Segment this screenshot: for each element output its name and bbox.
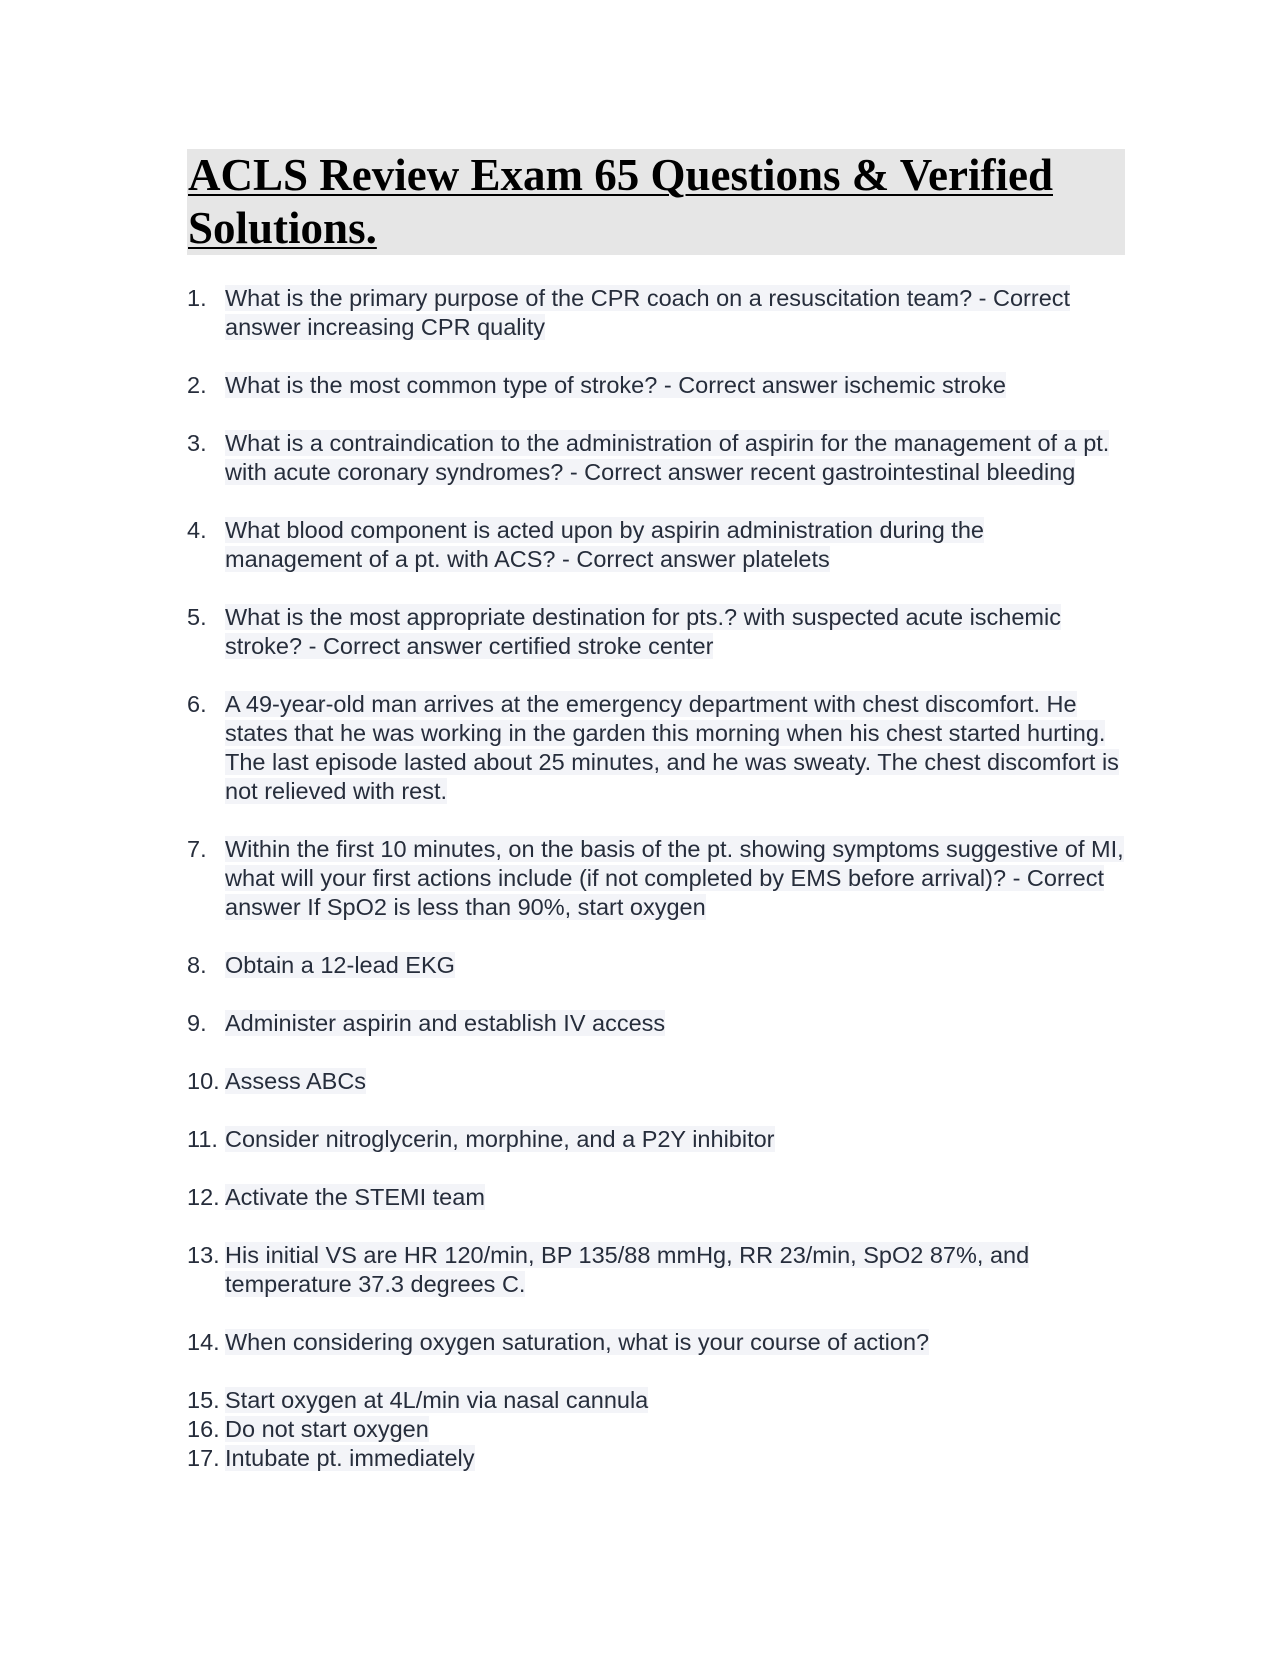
item-number: 8.	[187, 952, 207, 978]
item-number: 11.	[187, 1126, 218, 1152]
list-item	[187, 1125, 1127, 1154]
item-number: 1.	[187, 285, 207, 311]
item-number: 3.	[187, 430, 207, 456]
list-item	[187, 1067, 1127, 1096]
item-number: 12.	[187, 1184, 220, 1210]
item-text: What is the primary purpose of the CPR coach on a resuscitation team? - Correct answer increasing CPR quality	[225, 285, 1071, 340]
item-text: Administer aspirin and establish IV access	[225, 1010, 666, 1036]
list-item	[187, 1415, 1127, 1444]
list-item	[187, 1328, 1127, 1357]
item-text: Within the first 10 minutes, on the basis of the pt. showing symptoms suggestive of MI, what will your first actions include (if not completed by EMS before arrival)? - Correct answer If SpO2 is less than 90%, start oxygen	[225, 836, 1124, 920]
list-item	[187, 1183, 1127, 1212]
item-number: 14.	[187, 1329, 220, 1355]
question-list	[187, 284, 1127, 1473]
list-item	[187, 284, 1127, 342]
list-item	[187, 1386, 1127, 1415]
list-item	[187, 429, 1127, 487]
item-text: A 49-year-old man arrives at the emergency department with chest discomfort. He states that he was working in the garden this morning when his chest started hurting. The last episode lasted about 25 minutes, and he was sweaty. The chest discomfort is not relieved with rest.	[225, 691, 1119, 804]
item-text: When considering oxygen saturation, what is your course of action?	[225, 1329, 930, 1355]
item-number: 9.	[187, 1010, 207, 1036]
list-item	[187, 951, 1127, 980]
item-text: What is a contraindication to the administration of aspirin for the management of a pt. with acute coronary syndromes? - Correct answer recent gastrointestinal bleeding	[225, 430, 1110, 485]
item-number: 13.	[187, 1242, 220, 1268]
list-item	[187, 516, 1127, 574]
list-item	[187, 1009, 1127, 1038]
item-text: What is the most appropriate destination for pts.? with suspected acute ischemic stroke? - Correct answer certified stroke center	[225, 604, 1061, 659]
item-text: Activate the STEMI team	[225, 1184, 485, 1210]
item-text: His initial VS are HR 120/min, BP 135/88 mmHg, RR 23/min, SpO2 87%, and temperature 37.3 degrees C.	[225, 1242, 1030, 1297]
item-text: What is the most common type of stroke? - Correct answer ischemic stroke	[225, 372, 1006, 398]
list-item	[187, 690, 1127, 806]
item-number: 10.	[187, 1068, 220, 1094]
document-title: ACLS Review Exam 65 Questions & Verified Solutions.	[188, 150, 1053, 253]
item-text: Start oxygen at 4L/min via nasal cannula	[225, 1387, 649, 1413]
item-number: 16.	[187, 1416, 220, 1442]
item-text: Obtain a 12-lead EKG	[225, 952, 455, 978]
item-text: Do not start oxygen	[225, 1416, 429, 1442]
item-number: 15.	[187, 1387, 220, 1413]
item-text: What blood component is acted upon by aspirin administration during the management of a pt. with ACS? - Correct answer platelets	[225, 517, 984, 572]
item-number: 5.	[187, 604, 207, 630]
item-text: Consider nitroglycerin, morphine, and a P2Y inhibitor	[225, 1126, 775, 1152]
item-number: 2.	[187, 372, 207, 398]
item-text: Assess ABCs	[225, 1068, 367, 1094]
list-item	[187, 603, 1127, 661]
list-item	[187, 1444, 1127, 1473]
item-text: Intubate pt. immediately	[225, 1445, 475, 1471]
list-item	[187, 371, 1127, 400]
list-item	[187, 835, 1127, 922]
item-number: 6.	[187, 691, 207, 717]
item-number: 7.	[187, 836, 207, 862]
title-block	[187, 149, 1125, 255]
item-number: 17.	[187, 1445, 220, 1471]
list-item	[187, 1241, 1127, 1299]
item-number: 4.	[187, 517, 207, 543]
